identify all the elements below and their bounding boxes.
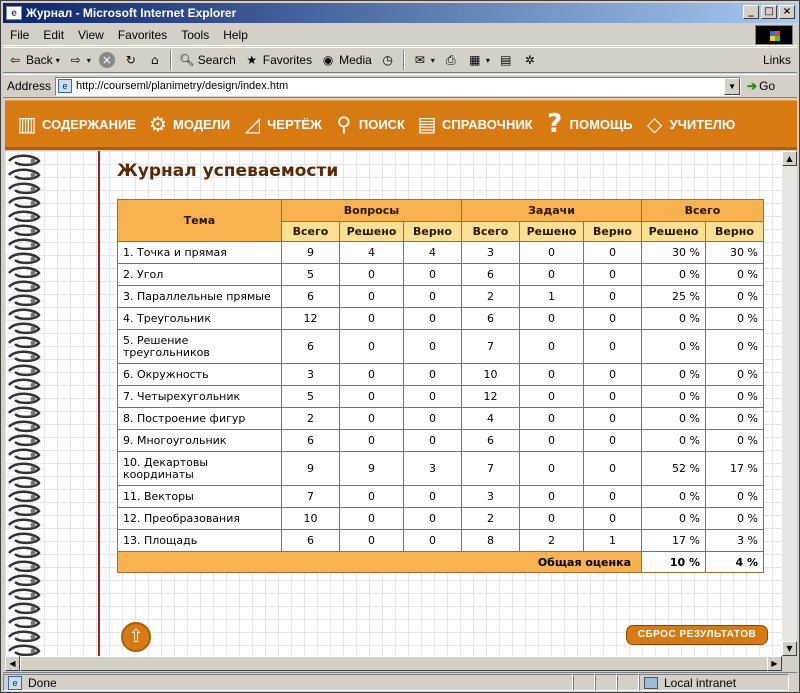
total-correct: 0 % bbox=[706, 408, 764, 430]
menu-help[interactable]: Help bbox=[223, 27, 248, 42]
questions-correct: 0 bbox=[404, 408, 462, 430]
spiral-hole bbox=[31, 341, 36, 346]
total-correct: 30 % bbox=[706, 242, 764, 264]
questions-correct: 0 bbox=[404, 286, 462, 308]
tasks-total: 8 bbox=[462, 530, 520, 552]
tasks-correct: 0 bbox=[584, 264, 642, 286]
nav-reference[interactable] bbox=[415, 110, 533, 138]
tasks-solved: 0 bbox=[520, 364, 584, 386]
page-content bbox=[5, 151, 782, 656]
table-row bbox=[118, 430, 764, 452]
nav-models[interactable] bbox=[146, 110, 230, 138]
row-topic: 1. Точка и прямая bbox=[118, 242, 282, 264]
messenger-button[interactable] bbox=[518, 49, 542, 71]
nav-contents[interactable] bbox=[15, 110, 136, 138]
total-correct: 0 % bbox=[706, 430, 764, 452]
tasks-solved: 0 bbox=[520, 264, 584, 286]
header-questions-correct: Верно bbox=[404, 222, 462, 242]
vertical-scrollbar[interactable] bbox=[782, 151, 797, 656]
questions-total: 7 bbox=[282, 486, 340, 508]
menu-file[interactable]: File bbox=[10, 27, 30, 42]
tasks-total: 2 bbox=[462, 286, 520, 308]
back-button[interactable]: ⇦ Back ▾ bbox=[3, 49, 64, 71]
tasks-total: 3 bbox=[462, 486, 520, 508]
questions-solved: 0 bbox=[340, 530, 404, 552]
questions-correct: 0 bbox=[404, 530, 462, 552]
total-solved: 0 % bbox=[642, 386, 706, 408]
total-correct: 0 % bbox=[706, 364, 764, 386]
forward-arrow-icon: ⇨ bbox=[70, 53, 81, 67]
back-label: Back bbox=[26, 53, 53, 67]
overall-grade-label: Общая оценка bbox=[118, 552, 642, 573]
stop-icon: × bbox=[99, 52, 115, 68]
questions-total: 10 bbox=[282, 508, 340, 530]
window-title: Журнал - Microsoft Internet Explorer bbox=[26, 6, 237, 20]
tasks-total: 4 bbox=[462, 408, 520, 430]
discuss-icon: ▤ bbox=[500, 53, 512, 67]
media-label: Media bbox=[339, 53, 372, 67]
triangle-ruler-icon: ◿ bbox=[244, 112, 260, 136]
site-navigation bbox=[5, 100, 797, 150]
spiral-hole bbox=[31, 299, 36, 304]
zone-cell bbox=[639, 674, 789, 691]
total-solved: 17 % bbox=[642, 530, 706, 552]
total-correct: 0 % bbox=[706, 486, 764, 508]
zone-text: Local intranet bbox=[664, 675, 737, 690]
total-solved: 0 % bbox=[642, 430, 706, 452]
header-tasks-total: Всего bbox=[462, 222, 520, 242]
total-solved: 0 % bbox=[642, 264, 706, 286]
mail-button[interactable]: ✉ ▾ bbox=[408, 49, 439, 71]
mail-icon: ✉ bbox=[414, 53, 425, 67]
standard-toolbar bbox=[3, 47, 797, 73]
mortarboard-icon: ◇ bbox=[646, 112, 663, 136]
close-button[interactable]: × bbox=[779, 5, 795, 19]
spiral-hole bbox=[31, 383, 36, 388]
row-topic: 11. Векторы bbox=[118, 486, 282, 508]
row-topic: 2. Угол bbox=[118, 264, 282, 286]
row-topic: 12. Преобразования bbox=[118, 508, 282, 530]
spiral-hole bbox=[31, 201, 36, 206]
messenger-icon: ✲ bbox=[524, 53, 535, 67]
tasks-total: 6 bbox=[462, 430, 520, 452]
tasks-correct: 0 bbox=[584, 308, 642, 330]
total-correct: 0 % bbox=[706, 386, 764, 408]
questions-correct: 0 bbox=[404, 508, 462, 530]
title-bar bbox=[3, 3, 797, 23]
tasks-correct: 0 bbox=[584, 408, 642, 430]
tasks-correct: 0 bbox=[584, 286, 642, 308]
toolbar-separator bbox=[170, 50, 172, 70]
spiral-hole bbox=[31, 327, 36, 332]
history-icon: ◷ bbox=[382, 53, 394, 67]
table-row bbox=[118, 486, 764, 508]
total-correct: 17 % bbox=[706, 452, 764, 486]
spiral-hole bbox=[31, 425, 36, 430]
total-solved: 0 % bbox=[642, 330, 706, 364]
grades-table bbox=[117, 199, 764, 573]
go-label: Go bbox=[759, 79, 776, 93]
spiral-hole bbox=[31, 243, 36, 248]
questions-solved: 0 bbox=[340, 286, 404, 308]
nav-teacher-label: УЧИТЕЛЮ bbox=[669, 116, 736, 132]
spiral-hole bbox=[31, 453, 36, 458]
go-arrow-icon: ➔ bbox=[747, 79, 758, 93]
spiral-hole bbox=[31, 593, 36, 598]
minimize-button[interactable]: _ bbox=[743, 5, 759, 19]
edit-icon: ▦ bbox=[469, 53, 481, 67]
tasks-solved: 1 bbox=[520, 286, 584, 308]
tasks-correct: 0 bbox=[584, 452, 642, 486]
menu-edit[interactable]: Edit bbox=[43, 27, 65, 42]
table-row bbox=[118, 330, 764, 364]
book-icon: ▤ bbox=[417, 112, 437, 136]
tasks-solved: 0 bbox=[520, 308, 584, 330]
tasks-solved: 0 bbox=[520, 430, 584, 452]
tasks-total: 12 bbox=[462, 386, 520, 408]
questions-solved: 0 bbox=[340, 264, 404, 286]
status-cell bbox=[617, 674, 639, 691]
edit-button[interactable]: ▦ ▾ bbox=[463, 49, 494, 71]
questions-total: 3 bbox=[282, 364, 340, 386]
header-questions-solved: Решено bbox=[340, 222, 404, 242]
header-total-solved: Решено bbox=[642, 222, 706, 242]
address-url: http://courseml/planimetry/design/index.htm bbox=[76, 80, 289, 92]
reset-results-button[interactable]: СБРОС РЕЗУЛЬТАТОВ bbox=[626, 625, 768, 645]
scroll-left-arrow-icon[interactable]: ◀ bbox=[5, 656, 20, 671]
status-cell bbox=[595, 674, 617, 691]
spiral-hole bbox=[31, 159, 36, 164]
favorites-button[interactable] bbox=[240, 49, 316, 71]
questions-solved: 0 bbox=[340, 408, 404, 430]
forward-button[interactable]: ⇨ ▾ bbox=[64, 49, 95, 71]
total-correct: 0 % bbox=[706, 286, 764, 308]
tasks-correct: 0 bbox=[584, 242, 642, 264]
menu-favorites[interactable]: Favorites bbox=[117, 27, 168, 42]
total-solved: 25 % bbox=[642, 286, 706, 308]
questions-total: 6 bbox=[282, 330, 340, 364]
questions-total: 6 bbox=[282, 430, 340, 452]
tasks-total: 10 bbox=[462, 364, 520, 386]
total-correct: 0 % bbox=[706, 264, 764, 286]
questions-correct: 0 bbox=[404, 486, 462, 508]
spiral-hole bbox=[31, 509, 36, 514]
header-topic: Тема bbox=[118, 200, 282, 242]
page-icon: e bbox=[58, 79, 72, 93]
questions-total: 5 bbox=[282, 264, 340, 286]
nav-search[interactable] bbox=[332, 110, 405, 138]
table-row bbox=[118, 308, 764, 330]
discuss-button[interactable] bbox=[494, 49, 518, 71]
questions-solved: 0 bbox=[340, 364, 404, 386]
questions-solved: 0 bbox=[340, 386, 404, 408]
links-button[interactable]: Links bbox=[762, 53, 791, 67]
row-topic: 9. Многоугольник bbox=[118, 430, 282, 452]
search-icon: 🔍︎ bbox=[179, 53, 195, 67]
tasks-solved: 0 bbox=[520, 386, 584, 408]
row-topic: 10. Декартовы координаты bbox=[118, 452, 282, 486]
row-topic: 8. Построение фигур bbox=[118, 408, 282, 430]
nav-teacher[interactable] bbox=[643, 110, 736, 138]
spiral-hole bbox=[31, 411, 36, 416]
margin-line bbox=[98, 151, 100, 656]
questions-solved: 0 bbox=[340, 430, 404, 452]
tasks-correct: 1 bbox=[584, 530, 642, 552]
scroll-up-button[interactable]: ⇧ bbox=[121, 622, 151, 652]
summary-row bbox=[118, 552, 764, 573]
tasks-correct: 0 bbox=[584, 508, 642, 530]
search-label: Search bbox=[197, 53, 236, 67]
table-row bbox=[118, 242, 764, 264]
row-topic: 6. Окружность bbox=[118, 364, 282, 386]
total-solved: 52 % bbox=[642, 452, 706, 486]
tasks-correct: 0 bbox=[584, 386, 642, 408]
total-correct: 0 % bbox=[706, 308, 764, 330]
header-tasks-solved: Решено bbox=[520, 222, 584, 242]
spiral-hole bbox=[31, 607, 36, 612]
spiral-hole bbox=[31, 187, 36, 192]
search-button[interactable] bbox=[175, 49, 240, 71]
nav-drawing-label: ЧЕРТЁЖ bbox=[267, 116, 322, 132]
tasks-solved: 0 bbox=[520, 242, 584, 264]
favorites-icon: ★ bbox=[246, 53, 258, 67]
questions-total: 5 bbox=[282, 386, 340, 408]
spiral-hole bbox=[31, 439, 36, 444]
spiral-hole bbox=[31, 173, 36, 178]
questions-correct: 3 bbox=[404, 452, 462, 486]
nav-reference-label: СПРАВОЧНИК bbox=[441, 116, 533, 132]
header-total-correct: Верно bbox=[706, 222, 764, 242]
spiral-hole bbox=[31, 215, 36, 220]
total-correct: 3 % bbox=[706, 530, 764, 552]
table-row bbox=[118, 452, 764, 486]
tasks-total: 2 bbox=[462, 508, 520, 530]
menu-tools[interactable]: Tools bbox=[181, 27, 210, 42]
address-bar bbox=[3, 74, 797, 98]
questions-solved: 0 bbox=[340, 486, 404, 508]
tasks-correct: 0 bbox=[584, 430, 642, 452]
status-cell bbox=[573, 674, 595, 691]
favorites-label: Favorites bbox=[262, 53, 313, 67]
print-button[interactable] bbox=[439, 49, 463, 71]
refresh-button[interactable] bbox=[119, 49, 143, 71]
questions-correct: 0 bbox=[404, 386, 462, 408]
status-text: Done bbox=[28, 675, 57, 690]
spiral-binding bbox=[5, 151, 45, 656]
total-correct: 0 % bbox=[706, 508, 764, 530]
questions-solved: 4 bbox=[340, 242, 404, 264]
questions-correct: 4 bbox=[404, 242, 462, 264]
header-tasks: Задачи bbox=[462, 200, 642, 222]
questions-correct: 0 bbox=[404, 308, 462, 330]
overall-solved: 10 % bbox=[642, 552, 706, 573]
page-done-icon: e bbox=[8, 676, 22, 690]
spiral-hole bbox=[31, 369, 36, 374]
spiral-hole bbox=[31, 621, 36, 626]
spiral-hole bbox=[31, 229, 36, 234]
questions-total: 9 bbox=[282, 452, 340, 486]
spiral-hole bbox=[31, 495, 36, 500]
total-solved: 0 % bbox=[642, 508, 706, 530]
intranet-icon bbox=[644, 677, 658, 689]
tasks-total: 6 bbox=[462, 264, 520, 286]
notebook-icon: ▥ bbox=[17, 112, 37, 136]
spiral-hole bbox=[31, 551, 36, 556]
row-topic: 7. Четырехугольник bbox=[118, 386, 282, 408]
tasks-solved: 0 bbox=[520, 508, 584, 530]
table-row bbox=[118, 364, 764, 386]
question-icon: ? bbox=[547, 109, 563, 139]
nav-help-label: ПОМОЩЬ bbox=[569, 116, 633, 132]
questions-total: 12 bbox=[282, 308, 340, 330]
questions-correct: 0 bbox=[404, 364, 462, 386]
spiral-hole bbox=[31, 537, 36, 542]
history-button[interactable] bbox=[376, 49, 400, 71]
questions-solved: 0 bbox=[340, 508, 404, 530]
print-icon: ⎙ bbox=[446, 53, 456, 67]
table-row bbox=[118, 508, 764, 530]
address-dropdown-icon[interactable]: ▼ bbox=[724, 78, 740, 95]
tasks-solved: 0 bbox=[520, 330, 584, 364]
table-row bbox=[118, 386, 764, 408]
spiral-hole bbox=[31, 635, 36, 640]
row-topic: 4. Треугольник bbox=[118, 308, 282, 330]
toolbar-separator bbox=[403, 50, 405, 70]
windows-logo-icon bbox=[755, 25, 793, 45]
questions-total: 6 bbox=[282, 530, 340, 552]
questions-correct: 0 bbox=[404, 430, 462, 452]
home-button[interactable] bbox=[143, 49, 167, 71]
nav-help[interactable] bbox=[543, 110, 633, 138]
total-solved: 30 % bbox=[642, 242, 706, 264]
scroll-down-arrow-icon[interactable]: ▼ bbox=[782, 641, 797, 656]
header-total: Всего bbox=[642, 200, 764, 222]
total-solved: 0 % bbox=[642, 486, 706, 508]
scroll-corner bbox=[782, 656, 797, 671]
nav-contents-label: СОДЕРЖАНИЕ bbox=[42, 116, 136, 132]
total-solved: 0 % bbox=[642, 308, 706, 330]
questions-total: 9 bbox=[282, 242, 340, 264]
questions-solved: 9 bbox=[340, 452, 404, 486]
nav-search-label: ПОИСК bbox=[358, 116, 405, 132]
refresh-icon: ↻ bbox=[125, 53, 136, 67]
spiral-hole bbox=[31, 565, 36, 570]
questions-solved: 0 bbox=[340, 330, 404, 364]
horizontal-scrollbar[interactable] bbox=[5, 656, 782, 671]
menu-view[interactable]: View bbox=[78, 27, 104, 42]
maximize-button[interactable]: □ bbox=[761, 5, 777, 19]
spiral-hole bbox=[31, 523, 36, 528]
total-solved: 0 % bbox=[642, 408, 706, 430]
spiral-hole bbox=[31, 467, 36, 472]
tasks-total: 7 bbox=[462, 452, 520, 486]
status-text-cell bbox=[3, 674, 573, 691]
tasks-total: 7 bbox=[462, 330, 520, 364]
spiral-hole bbox=[31, 271, 36, 276]
tasks-solved: 0 bbox=[520, 486, 584, 508]
tasks-total: 6 bbox=[462, 308, 520, 330]
tasks-total: 3 bbox=[462, 242, 520, 264]
home-icon: ⌂ bbox=[150, 53, 159, 67]
stop-button[interactable] bbox=[95, 49, 119, 71]
questions-total: 2 bbox=[282, 408, 340, 430]
spiral-hole bbox=[31, 481, 36, 486]
questions-correct: 0 bbox=[404, 330, 462, 364]
spiral-hole bbox=[31, 313, 36, 318]
spiral-hole bbox=[31, 397, 36, 402]
spiral-hole bbox=[31, 355, 36, 360]
address-input[interactable] bbox=[55, 77, 741, 96]
address-label: Address bbox=[7, 79, 52, 93]
row-topic: 5. Решение треугольников bbox=[118, 330, 282, 364]
spiral-hole bbox=[31, 257, 36, 262]
nav-drawing[interactable] bbox=[240, 110, 322, 138]
row-topic: 13. Площадь bbox=[118, 530, 282, 552]
overall-correct: 4 % bbox=[706, 552, 764, 573]
tasks-correct: 0 bbox=[584, 330, 642, 364]
menu-bar bbox=[3, 24, 797, 46]
table-row bbox=[118, 408, 764, 430]
spiral-hole bbox=[31, 285, 36, 290]
scroll-thumb[interactable] bbox=[20, 656, 778, 671]
header-questions: Вопросы bbox=[282, 200, 462, 222]
back-arrow-icon: ⇦ bbox=[9, 53, 21, 67]
questions-solved: 0 bbox=[340, 308, 404, 330]
header-questions-total: Всего bbox=[282, 222, 340, 242]
total-correct: 0 % bbox=[706, 330, 764, 364]
header-tasks-correct: Верно bbox=[584, 222, 642, 242]
page-title: Журнал успеваемости bbox=[117, 161, 339, 181]
spiral-hole bbox=[31, 579, 36, 584]
gears-icon: ⚙ bbox=[149, 112, 167, 136]
media-icon: ◉ bbox=[322, 53, 334, 67]
scroll-up-arrow-icon[interactable]: ▲ bbox=[782, 151, 797, 166]
table-row bbox=[118, 530, 764, 552]
spiral-hole bbox=[31, 649, 36, 654]
media-button[interactable] bbox=[316, 49, 376, 71]
tasks-solved: 2 bbox=[520, 530, 584, 552]
ie-icon: e bbox=[6, 6, 22, 20]
tasks-correct: 0 bbox=[584, 364, 642, 386]
row-topic: 3. Параллельные прямые bbox=[118, 286, 282, 308]
questions-total: 6 bbox=[282, 286, 340, 308]
scroll-right-arrow-icon[interactable]: ▶ bbox=[767, 656, 782, 671]
go-button[interactable] bbox=[747, 79, 775, 93]
table-row bbox=[118, 286, 764, 308]
total-solved: 0 % bbox=[642, 364, 706, 386]
status-bar bbox=[3, 672, 797, 692]
table-row bbox=[118, 264, 764, 286]
tasks-solved: 0 bbox=[520, 452, 584, 486]
tasks-solved: 0 bbox=[520, 408, 584, 430]
tasks-correct: 0 bbox=[584, 486, 642, 508]
nav-models-label: МОДЕЛИ bbox=[172, 116, 231, 132]
questions-correct: 0 bbox=[404, 264, 462, 286]
magnifier-icon: ⚲ bbox=[336, 112, 352, 136]
